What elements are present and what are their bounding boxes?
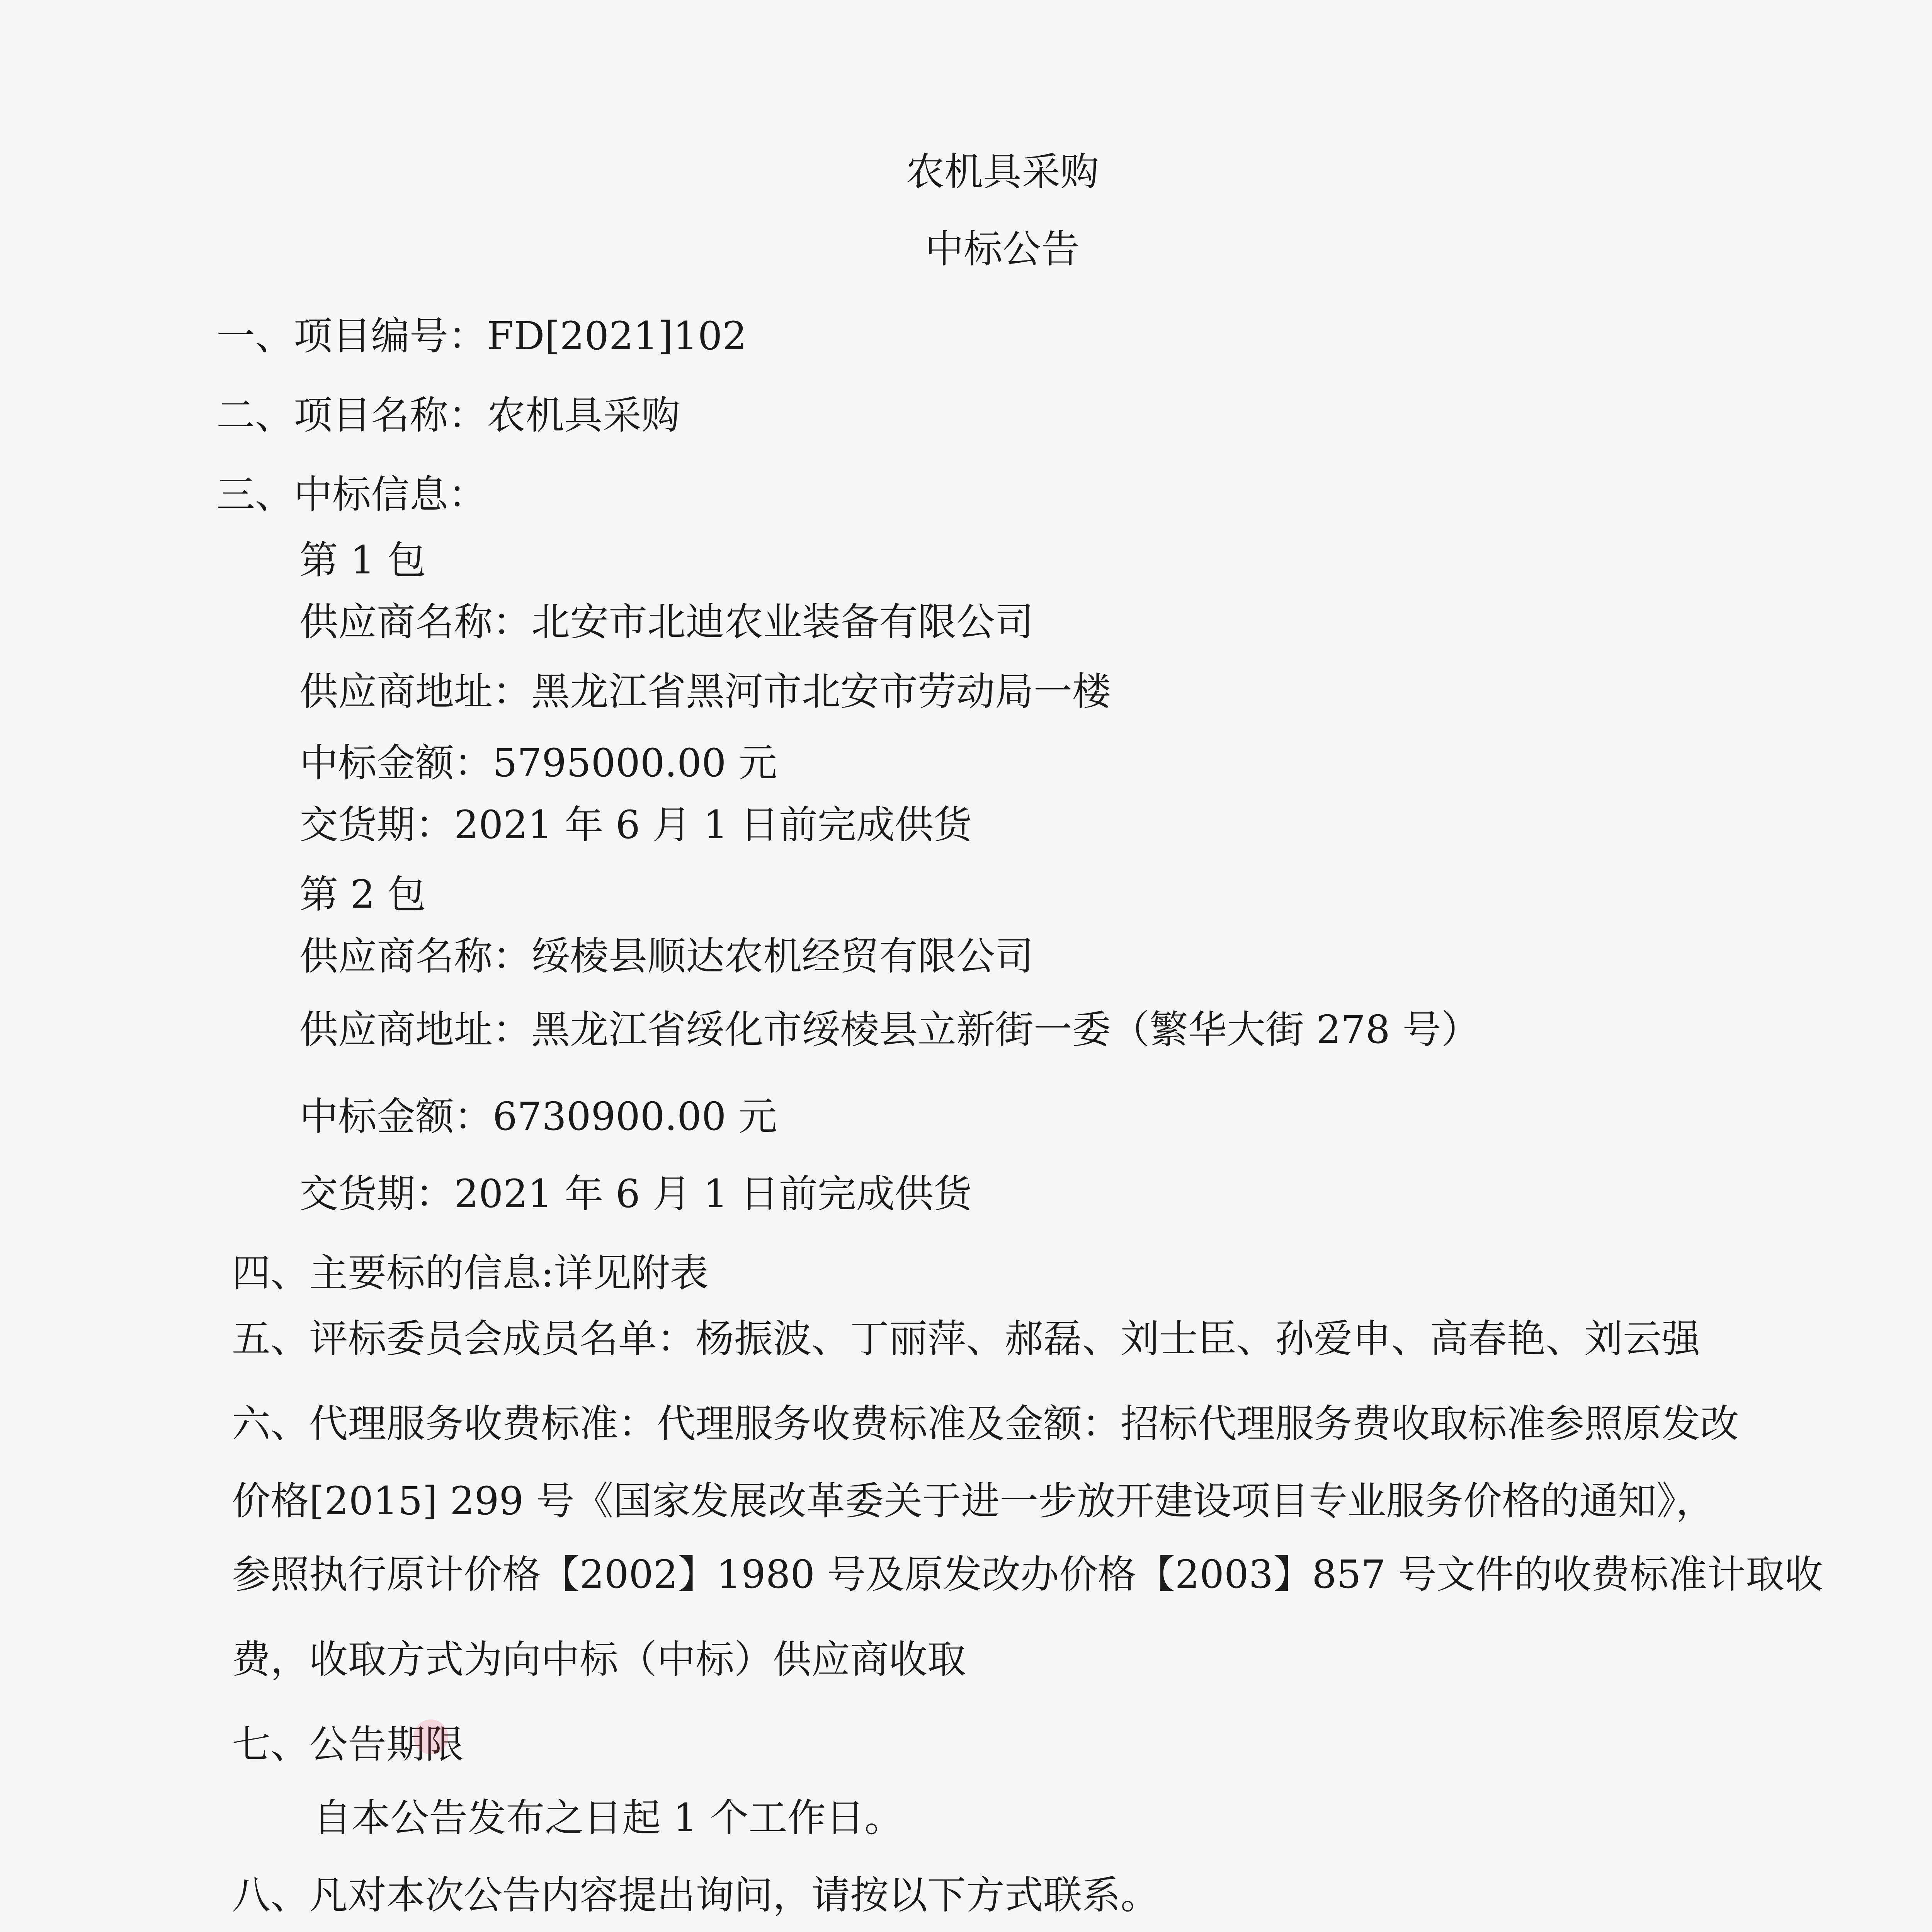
period-text: 自本公告发布之日起 1 个工作日。 (313, 1795, 903, 1840)
package-2-address: 供应商地址：黑龙江省绥化市绥棱县立新街一委（繁华大街 278 号） (299, 1007, 1480, 1052)
package-2-amount: 中标金额：6730900.00 元 (299, 1094, 777, 1139)
fee-line-2: 价格[2015] 299 号《国家发展改革委关于进一步放开建设项目专业服务价格的通知》， (232, 1478, 1714, 1524)
package-2-delivery: 交货期：2021 年 6 月 1 日前完成供货 (299, 1171, 972, 1216)
fee-line-1: 六、代理服务收费标准：代理服务收费标准及金额：招标代理服务费收取标准参照原发改 (232, 1401, 1739, 1446)
contact-heading: 八、凡对本次公告内容提出询问，请按以下方式联系。 (232, 1872, 1159, 1918)
package-1-delivery: 交货期：2021 年 6 月 1 日前完成供货 (299, 802, 972, 847)
committee-members: 五、评标委员会成员名单：杨振波、丁丽萍、郝磊、刘士臣、孙爱申、高春艳、刘云强 (232, 1316, 1700, 1361)
document-title: 农机具采购 (906, 149, 1099, 194)
faded-stamp-mark (413, 1719, 448, 1754)
package-2-supplier: 供应商名称：绥棱县顺达农机经贸有限公司 (299, 934, 1034, 979)
package-1-amount: 中标金额：5795000.00 元 (299, 740, 777, 786)
bid-info-heading: 三、中标信息： (216, 472, 487, 517)
project-name: 二、项目名称：农机具采购 (216, 393, 680, 438)
package-1-supplier: 供应商名称：北安市北迪农业装备有限公司 (299, 599, 1034, 645)
period-heading: 七、公告期限 (232, 1722, 464, 1767)
fee-line-4: 费，收取方式为向中标（中标）供应商收取 (232, 1637, 966, 1682)
package-2-name: 第 2 包 (299, 872, 426, 917)
package-1-address: 供应商地址：黑龙江省黑河市北安市劳动局一楼 (299, 669, 1111, 714)
fee-line-3: 参照执行原计价格【2002】1980 号及原发改办价格【2003】857 号文件的收费标准计取收 (232, 1552, 1823, 1597)
package-1-name: 第 1 包 (299, 537, 426, 583)
document-subtitle: 中标公告 (925, 226, 1080, 272)
main-item-info: 四、主要标的信息:详见附表 (232, 1250, 709, 1296)
project-number: 一、项目编号：FD[2021]102 (216, 313, 747, 359)
